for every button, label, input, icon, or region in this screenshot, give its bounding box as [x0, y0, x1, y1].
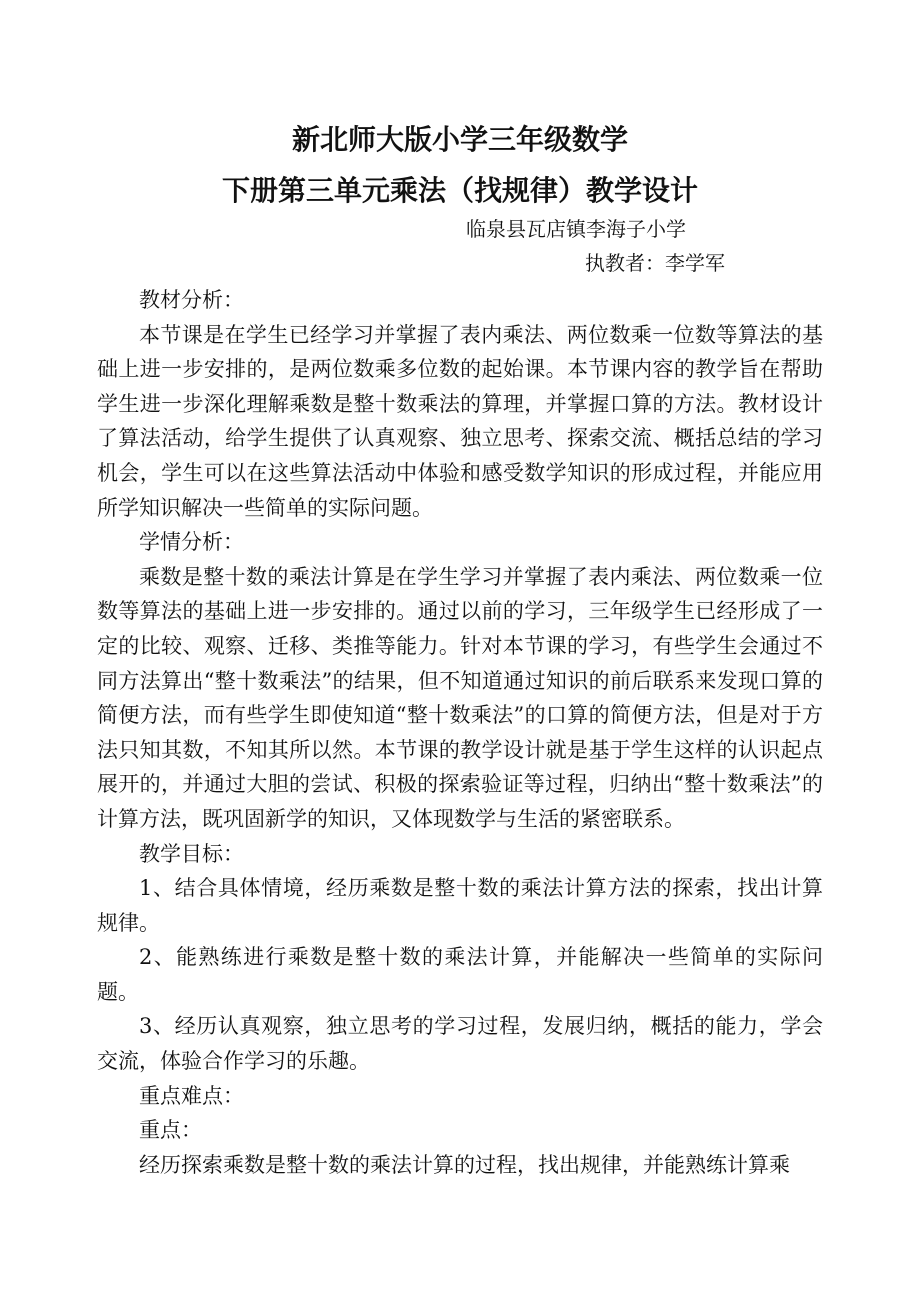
teacher-name: 执教者：李学军 [585, 251, 725, 275]
learner-analysis-heading: 学情分析： [139, 530, 244, 555]
document-body [97, 283, 823, 1182]
school-name: 临泉县瓦店镇李海子小学 [466, 217, 686, 241]
teaching-goal-1: 1、结合具体情境，经历乘数是整十数的乘法计算方法的探索，找出计算规律。 [97, 876, 823, 935]
key-difficult-points-heading: 重点难点： [139, 1083, 244, 1108]
key-points-heading: 重点： [139, 1118, 202, 1143]
material-analysis-heading: 教材分析： [139, 288, 244, 312]
document-title-line1: 新北师大版小学三年级数学 [291, 123, 628, 156]
teaching-goals-heading: 教学目标： [139, 841, 244, 866]
material-analysis-text: 本节课是在学生已经学习并掌握了表内乘法、两位数乘一位数等算法的基础上进一步安排的，是两位数乘多位数的起始课。本节课内容的教学旨在帮助学生进一步深化理解乘数是整十数乘法的算理，并掌握口算的方法。教材设计了算法活动，给学生提供了认真观察、独立思考、探索交流、概括总结的学习机会，学生可以在这些算法活动中体验和感受数学知识的形成过程，并能应用所学知识解决一些简单的实际问题。 [97, 322, 823, 520]
teaching-goal-2: 2、能熟练进行乘数是整十数的乘法计算，并能解决一些简单的实际问题。 [97, 945, 823, 1004]
key-points-text: 经历探索乘数是整十数的乘法计算的过程，找出规律，并能熟练计算乘 [139, 1152, 790, 1177]
teaching-goal-3: 3、经历认真观察，独立思考的学习过程，发展归纳，概括的能力，学会交流，体验合作学习的乐趣。 [97, 1014, 823, 1074]
document-title-line2: 下册第三单元乘法（找规律）教学设计 [221, 174, 698, 207]
learner-analysis-text: 乘数是整十数的乘法计算是在学生学习并掌握了表内乘法、两位数乘一位数等算法的基础上进一步安排的。通过以前的学习，三年级学生已经形成了一定的比较、观察、迁移、类推等能力。针对本节课的学习，有些学生会通过不同方法算出“整十数乘法”的结果，但不知道通过知识的前后联系来发现口算的简便方法，而有些学生即使知道“整十数乘法”的口算的简便方法，但是对于方法只知其数，不知其所以然。本节课的教学设计就是基于学生这样的认识起点展开的，并通过大胆的尝试、积极的探索验证等过程，归纳出“整十数乘法”的计算方法，既巩固新学的知识，又体现数学与生活的紧密联系。 [97, 564, 823, 831]
